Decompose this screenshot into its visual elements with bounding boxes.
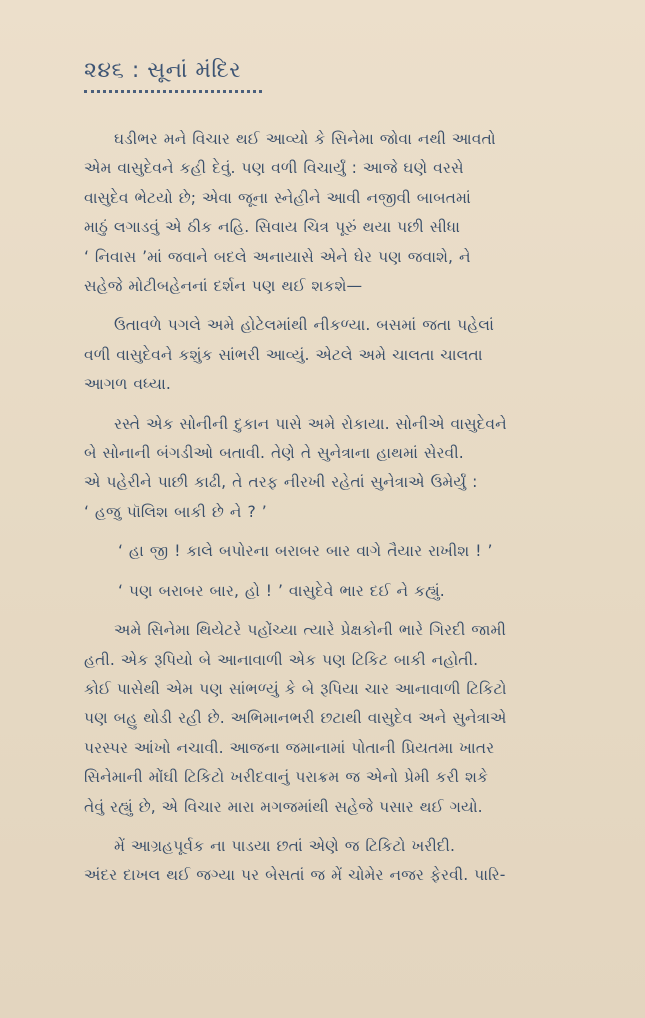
text-line: મેં આગ્રહપૂર્વક ના પાડયા છતાં એણે જ ટિકિટો ખરીદી.	[114, 836, 455, 855]
text-line: બે સોનાની બંગડીઓ બતાવી. તેણે તે સુનેત્રાના હાથમાં સેરવી.	[84, 444, 464, 463]
paragraph	[84, 616, 597, 822]
header-dotted-rule	[84, 90, 262, 93]
text-line: ‘ પણ બરાબર બાર, હો ! ’ વાસુદેવે ભાર દઈ ને કહ્યું.	[118, 581, 445, 600]
text-line: સિનેમાની મોંઘી ટિકિટો ખરીદવાનું પરાક્રમ જ એનો પ્રેમી કરી શકે	[84, 768, 489, 787]
text-line: અંદર દાખલ થઈ જગ્યા પર બેસતાં જ મેં ચોમેર નજર ફેરવી. પારિ-	[84, 866, 506, 885]
text-line: હતી. એક રૂપિયો બે આનાવાળી એક પણ ટિકિટ બાકી નહોતી.	[84, 650, 479, 669]
text-line: રસ્તે એક સોનીની દુકાન પાસે અમે રોકાયા. સોનીએ વાસુદેવને	[114, 414, 507, 433]
text-line: અમે સિનેમા થિયેટરે પહોંચ્યા ત્યારે પ્રેક્ષકોની ભારે ગિરદી જામી	[114, 621, 507, 640]
paragraph	[84, 410, 597, 528]
text-line: માઠું લગાડવું એ ઠીક નહિ. સિવાય ચિત્ર પૂરું થયા પછી સીધા	[84, 218, 460, 237]
text-line: વળી વાસુદેવને કશુંક સાંભરી આવ્યું. એટલે અમે ચાલતા ચાલતા	[84, 345, 483, 364]
text-line: સહેજે મોટીબહેનનાં દર્શન પણ થઈ શકશે—	[84, 277, 363, 296]
chapter-title: સૂનાં મંદિર	[147, 58, 242, 83]
dialogue-paragraph	[84, 577, 597, 606]
dialogue-paragraph	[84, 537, 597, 566]
running-header-text	[84, 58, 597, 84]
body-text	[84, 125, 597, 891]
paragraph	[84, 311, 597, 399]
running-header	[84, 58, 597, 93]
text-line: ‘ હજુ પૉલિશ બાકી છે ને ? ’	[84, 502, 267, 521]
text-line: ઘડીભર મને વિચાર થઈ આવ્યો કે સિનેમા જોવા નથી આવતો	[114, 130, 496, 148]
paragraph	[84, 125, 597, 301]
paragraph	[84, 832, 597, 891]
text-line: ઉતાવળે પગલે અમે હોટેલમાંથી નીકળ્યા. બસમાં જતા પહેલાં	[114, 316, 494, 335]
text-line: વાસુદેવ ભેટયો છે; એવા જૂના સ્નેહીને આવી નજીવી બાબતમાં	[84, 188, 471, 207]
text-line: એ પહેરીને પાછી કાઢી, તે તરફ નીરખી રહેતાં સુનેત્રાએ ઉમેર્યું :	[84, 473, 478, 492]
text-line: કોઈ પાસેથી એમ પણ સાંભળ્યું કે બે રૂપિયા ચાર આનાવાળી ટિકિટો	[84, 679, 507, 698]
text-line: પણ બહુ થોડી રહી છે. અભિમાનભરી છટાથી વાસુદેવ અને સુનેત્રાએ	[84, 709, 507, 728]
text-line: ‘ હા જી ! કાલે બપોરના બરાબર બાર વાગે તૈયાર રાખીશ ! ’	[118, 542, 493, 561]
text-line: ‘ નિવાસ ’માં જવાને બદલે અનાયાસે એને ઘેર પણ જવાશે, ને	[84, 247, 471, 266]
text-line: આગળ વધ્યા.	[84, 375, 171, 394]
text-line: પરસ્પર આંખો નચાવી. આજના જમાનામાં પોતાની પ્રિયતમા ખાતર	[84, 738, 495, 757]
header-separator: :	[131, 58, 140, 83]
text-line: તેવું રહ્યું છે, એ વિચાર મારા મગજમાંથી સહેજે પસાર થઈ ગયો.	[84, 797, 483, 816]
text-line: એમ વાસુદેવને કહી દેવું. પણ વળી વિચાર્યું : આજે ઘણે વરસે	[84, 159, 464, 178]
page-number: ૨૪૬	[84, 58, 125, 83]
